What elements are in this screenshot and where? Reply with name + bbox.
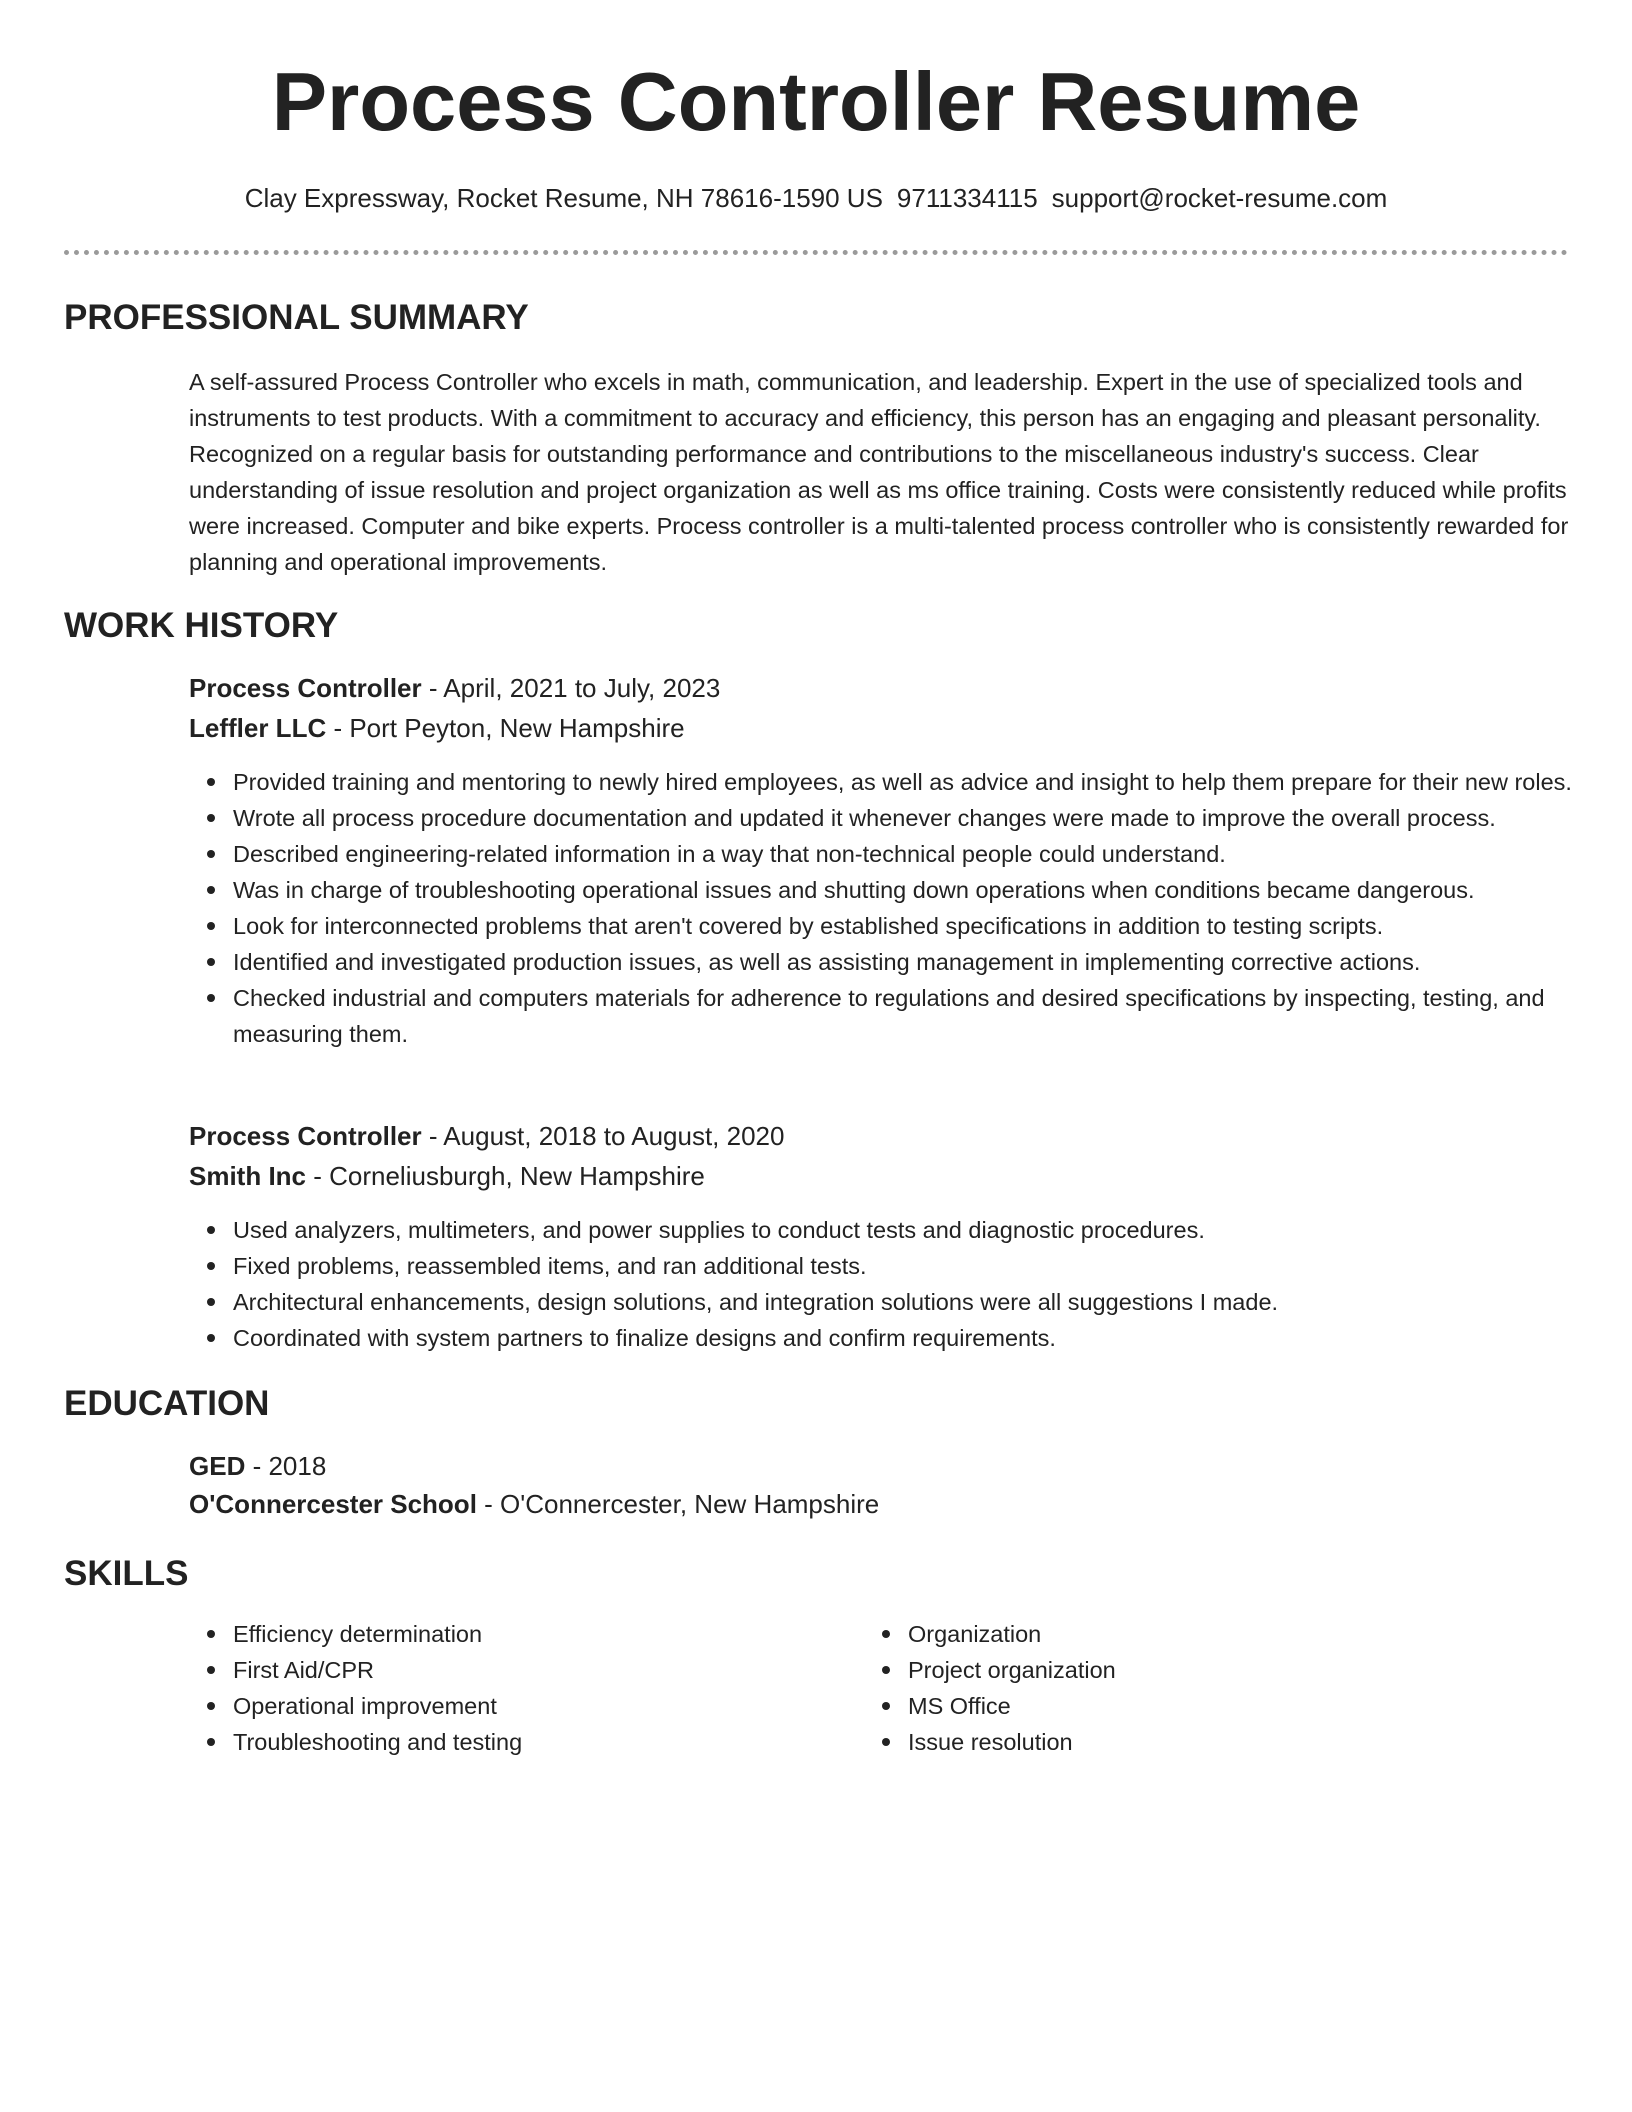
list-item: Used analyzers, multimeters, and power supplies to conduct tests and diagnostic procedures. (233, 1212, 1613, 1248)
list-item: Architectural enhancements, design solutions, and integration solutions were all suggestions I made. (233, 1284, 1613, 1320)
header-divider (64, 250, 1568, 255)
job-2-company: Smith Inc (189, 1161, 307, 1191)
contact-phone: 9711334115 (896, 183, 1038, 213)
summary-text: A self-assured Process Controller who excels in math, communication, and leadership. Expert in the use of specialized tools and instruments to test products. With a commitment to accuracy and efficiency, this person has an engaging and pleasant personality. Recognized on a regular basis for outstanding performance and contributions to the miscellaneous industry's success. Clear understanding of issue resolution and project organization as well as ms office training. Costs were consistently reduced while profits were increased. Computer and bike experts. Process controller is a multi-talented process controller who is consistently rewarded for planning and operational improvements. (189, 369, 1569, 575)
list-item: Look for interconnected problems that aren't covered by established specifications in addition to testing scripts. (233, 908, 1613, 944)
list-item: Checked industrial and computers materials for adherence to regulations and desired specifications by inspecting, testing, and measuring them. (233, 980, 1613, 1052)
education-school: O'Connercester School (189, 1489, 477, 1519)
list-item: Fixed problems, reassembled items, and ran additional tests. (233, 1248, 1613, 1284)
section-title-summary: PROFESSIONAL SUMMARY (64, 298, 529, 337)
skills-list-right (864, 1616, 1508, 1760)
job-2-bullets (189, 1212, 1613, 1356)
list-item: Was in charge of troubleshooting operational issues and shutting down operations when conditions became dangerous. (233, 872, 1613, 908)
education-degree-line (189, 1446, 326, 1486)
education-location: - O'Connercester, New Hampshire (476, 1489, 880, 1519)
education-school-line (189, 1484, 879, 1524)
list-item: First Aid/CPR (233, 1652, 833, 1688)
section-title-skills: SKILLS (64, 1554, 189, 1593)
job-1-title: Process Controller (189, 673, 422, 703)
contact-email: support@rocket-resume.com (1051, 183, 1388, 213)
list-item: Operational improvement (233, 1688, 833, 1724)
job-2-title: Process Controller (189, 1121, 422, 1151)
job-1-dates: - April, 2021 to July, 2023 (421, 673, 721, 703)
job-1-company: Leffler LLC (189, 713, 327, 743)
list-item: Organization (908, 1616, 1508, 1652)
list-item: Project organization (908, 1652, 1508, 1688)
education-degree: GED (189, 1451, 246, 1481)
list-item: Wrote all process procedure documentation and updated it whenever changes were made to improve the overall process. (233, 800, 1613, 836)
list-item: Efficiency determination (233, 1616, 833, 1652)
job-1-company-line (189, 708, 685, 748)
contact-address: Clay Expressway, Rocket Resume, NH 78616-1590 US (244, 183, 883, 213)
list-item: Provided training and mentoring to newly hired employees, as well as advice and insight to help them prepare for their new roles. (233, 764, 1613, 800)
job-1-location: - Port Peyton, New Hampshire (326, 713, 685, 743)
skills-list-left (189, 1616, 833, 1760)
job-2-location: - Corneliusburgh, New Hampshire (306, 1161, 705, 1191)
job-2-dates: - August, 2018 to August, 2020 (421, 1121, 785, 1151)
contact-line (0, 180, 1632, 216)
list-item: Described engineering-related information in a way that non-technical people could understand. (233, 836, 1613, 872)
list-item: Issue resolution (908, 1724, 1508, 1760)
job-1-title-line (189, 668, 720, 708)
job-1-bullets (189, 764, 1613, 1052)
job-2-company-line (189, 1156, 705, 1196)
list-item: Identified and investigated production issues, as well as assisting management in implementing corrective actions. (233, 944, 1613, 980)
list-item: Coordinated with system partners to finalize designs and confirm requirements. (233, 1320, 1613, 1356)
job-2-title-line (189, 1116, 784, 1156)
list-item: MS Office (908, 1688, 1508, 1724)
section-title-work-history: WORK HISTORY (64, 606, 339, 645)
section-title-education: EDUCATION (64, 1384, 270, 1423)
education-year: - 2018 (245, 1451, 327, 1481)
resume-title: Process Controller Resume (271, 55, 1361, 148)
list-item: Troubleshooting and testing (233, 1724, 833, 1760)
